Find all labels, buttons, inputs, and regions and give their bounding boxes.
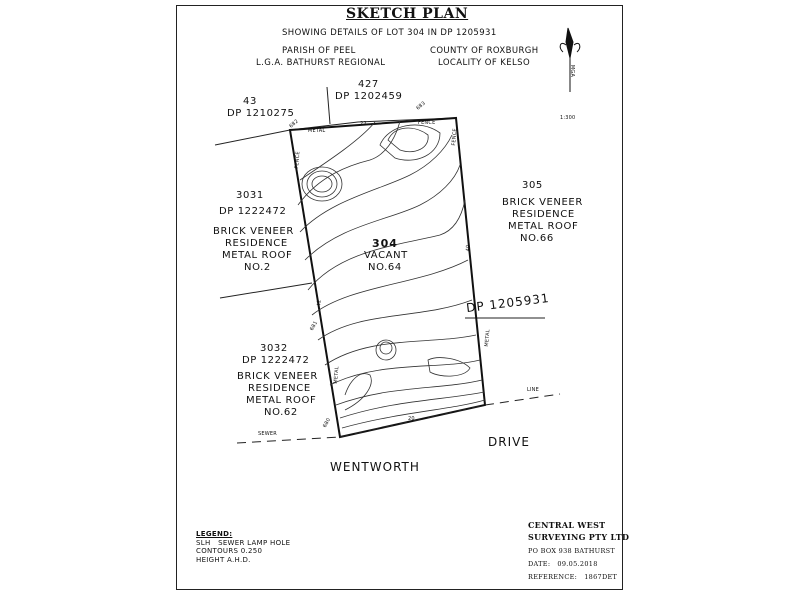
- metal-annotation-west: METAL: [332, 366, 341, 384]
- lot-305-line1: BRICK VENEER: [502, 197, 583, 208]
- line-annotation: LINE: [527, 387, 539, 393]
- locality-label: LOCALITY OF KELSO: [438, 58, 531, 68]
- lot-43-number: 43: [243, 96, 257, 107]
- fence-annotation-west: FENCE: [293, 151, 302, 169]
- north-arrow-icon: [560, 28, 580, 92]
- plan-subtitle: SHOWING DETAILS OF LOT 304 IN DP 1205931: [282, 28, 497, 38]
- contour-mound: [388, 128, 428, 152]
- contour-line: [336, 380, 482, 405]
- dim-label-40: 40: [465, 244, 472, 252]
- lot-305-line3: METAL ROOF: [508, 221, 579, 232]
- lot-3031-line2: RESIDENCE: [225, 238, 288, 249]
- contour-line: [318, 300, 472, 340]
- dim-label-22: 22: [360, 121, 367, 127]
- sewer-line-east: [485, 394, 560, 405]
- contour-label-682: 682: [288, 118, 300, 130]
- contour-mound: [302, 167, 342, 201]
- lot-305-line2: RESIDENCE: [512, 209, 575, 220]
- lot-3032-number: 3032: [260, 343, 288, 354]
- contour-line: [300, 135, 452, 232]
- sewer-annotation: SEWER: [258, 431, 277, 437]
- dim-label-20: 20: [408, 416, 415, 422]
- lot-3031-number: 3031: [236, 190, 264, 201]
- metal-annotation-east: METAL: [483, 329, 492, 347]
- lot-304-address: NO.64: [368, 262, 402, 273]
- firm-name-2: SURVEYING PTY LTD: [528, 532, 630, 542]
- dim-label-42: 42: [316, 299, 323, 307]
- lot-427-dp: DP 1202459: [335, 91, 403, 102]
- lot-43-dp: DP 1210275: [227, 108, 295, 119]
- lot-304-number: 304: [372, 237, 398, 250]
- north-label: MGA: [569, 64, 576, 78]
- lot-3031-dp: DP 1222472: [219, 206, 287, 217]
- street-name-1: WENTWORTH: [330, 460, 420, 474]
- fence-annotation-top: FENCE: [418, 120, 436, 126]
- contour-lines: [298, 121, 485, 428]
- contour-label-680: 680: [321, 417, 333, 429]
- lot-427-number: 427: [358, 79, 379, 90]
- fence-annotation-east: FENCE: [450, 128, 459, 146]
- lot-3031-line1: BRICK VENEER: [213, 226, 294, 237]
- plan-title: SKETCH PLAN: [346, 6, 469, 22]
- contour-line: [342, 400, 485, 428]
- metal-annotation-top: METAL: [308, 128, 326, 134]
- lot-3032-line4: NO.62: [264, 407, 298, 418]
- parish-label: PARISH OF PEEL: [282, 46, 356, 56]
- contour-mound: [376, 340, 396, 360]
- street-name-2: DRIVE: [488, 435, 530, 449]
- county-label: COUNTY OF ROXBURGH: [430, 46, 539, 56]
- lga-label: L.G.A. BATHURST REGIONAL: [256, 58, 386, 68]
- dp-main-label: DP 1205931: [465, 290, 551, 316]
- firm-address: PO BOX 938 BATHURST: [528, 547, 616, 555]
- lot-3031-line3: METAL ROOF: [222, 250, 293, 261]
- contour-line: [325, 335, 476, 365]
- lot-3032-line3: METAL ROOF: [246, 395, 317, 406]
- scale-label: 1:300: [560, 115, 576, 121]
- contour-label-681: 681: [308, 320, 320, 332]
- legend-line-1: SLH SEWER LAMP HOLE: [196, 538, 291, 547]
- legend-line-2: CONTOURS 0.250: [196, 547, 263, 555]
- lot-304-boundary: [290, 118, 485, 437]
- legend-line-3: HEIGHT A.H.D.: [196, 555, 251, 564]
- lot-3032-line1: BRICK VENEER: [237, 371, 318, 382]
- firm-date: DATE: 09.05.2018: [528, 560, 598, 568]
- lot-3032-dp: DP 1222472: [242, 355, 310, 366]
- contour-mound: [428, 358, 470, 376]
- contour-label-683: 683: [415, 100, 427, 112]
- sewer-line-west: [237, 437, 340, 443]
- lot-304-status: VACANT: [364, 250, 408, 261]
- boundary-line-427: [327, 87, 330, 124]
- contour-line: [345, 374, 371, 410]
- legend-heading: LEGEND:: [196, 530, 233, 538]
- contour-mound: [380, 125, 440, 160]
- lot-3031-line4: NO.2: [244, 262, 271, 273]
- contour-mound: [307, 171, 337, 197]
- contour-mound: [312, 176, 332, 192]
- lot-305-number: 305: [522, 180, 543, 191]
- firm-name-1: CENTRAL WEST: [528, 520, 606, 530]
- boundary-line-3031-3032: [220, 283, 312, 298]
- firm-reference: REFERENCE: 1867DET: [528, 573, 618, 581]
- boundary-line-43: [215, 130, 290, 145]
- legend: [196, 530, 290, 564]
- lot-305-line4: NO.66: [520, 233, 554, 244]
- lot-3032-line2: RESIDENCE: [248, 383, 311, 394]
